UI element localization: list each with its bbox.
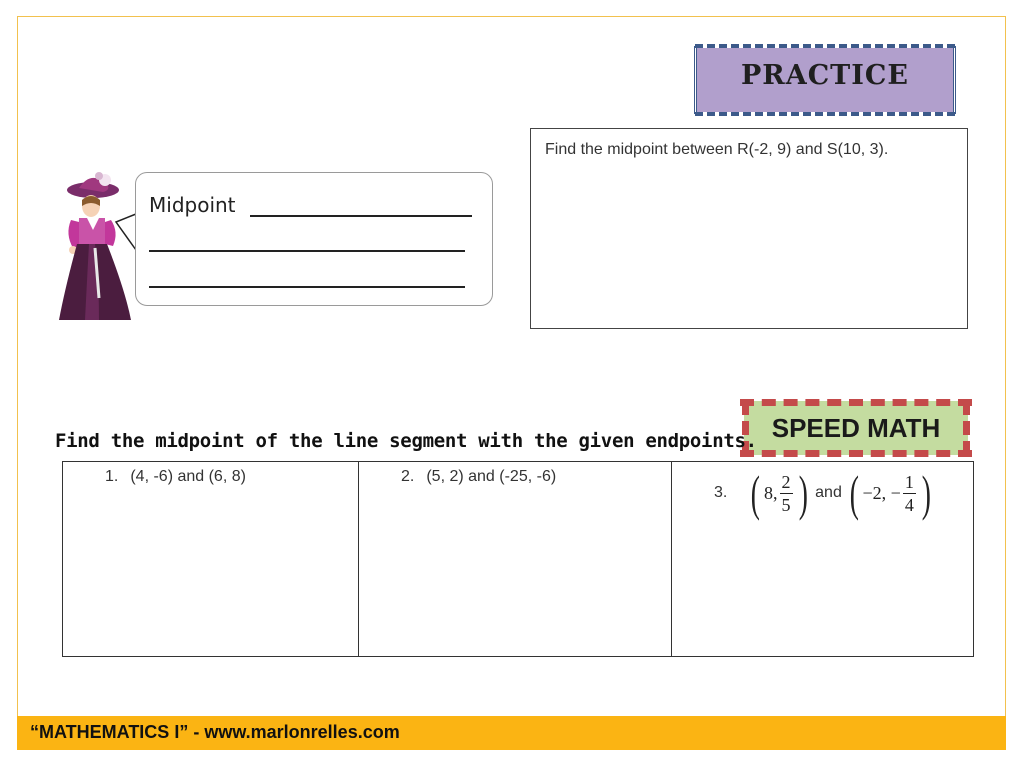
fraction-one-fourth <box>903 471 916 516</box>
practice-label: PRACTICE <box>741 60 909 91</box>
fraction-two-fifths <box>780 471 793 516</box>
denominator: 5 <box>781 494 791 515</box>
denominator: 4 <box>904 494 914 515</box>
problems-table <box>62 461 974 657</box>
blank-line-2 <box>149 250 465 252</box>
problem-number: 2. <box>401 468 415 485</box>
badge-border-right <box>953 46 956 114</box>
speech-bubble <box>135 172 493 306</box>
problem-cell-2 <box>358 462 671 656</box>
footer-text: “MATHEMATICS I” - www.marlonrelles.com <box>30 722 400 742</box>
instruction-text: Find the midpoint of the line segment with the given endpoints. <box>55 430 757 452</box>
footer-bar <box>17 716 1006 750</box>
problem-number: 1. <box>105 468 119 485</box>
problem-3 <box>714 465 934 521</box>
badge-border-bottom <box>695 112 955 116</box>
blank-line-3 <box>149 286 465 288</box>
problem-cell-3 <box>671 462 973 656</box>
close-paren: ) <box>798 465 808 521</box>
open-paren: ( <box>751 465 761 521</box>
practice-question: Find the midpoint between R(-2, 9) and S(10, 3). <box>545 141 889 158</box>
problem-2 <box>401 468 556 486</box>
problem-number: 3. <box>714 484 728 501</box>
speed-math-label: SPEED MATH <box>771 413 941 443</box>
close-paren: ) <box>921 465 931 521</box>
numerator: 1 <box>904 471 914 492</box>
speed-math-badge <box>744 401 968 455</box>
second-whole: −2, − <box>862 482 901 503</box>
first-whole: 8, <box>764 482 778 503</box>
blank-line-1 <box>250 215 472 217</box>
problem-expression: (5, 2) and (-25, -6) <box>426 468 557 485</box>
open-paren: ( <box>849 465 859 521</box>
problem-expression: (4, -6) and (6, 8) <box>130 468 246 485</box>
practice-problem-box <box>530 128 968 329</box>
problem-cell-1 <box>63 462 358 656</box>
badge-border-bottom <box>740 450 972 457</box>
badge-border-top <box>740 399 972 406</box>
badge-border-top <box>695 44 955 48</box>
numerator: 2 <box>781 471 791 492</box>
bubble-word: Midpoint <box>149 193 236 217</box>
problem-1 <box>105 468 246 486</box>
connector: and <box>815 484 842 501</box>
practice-badge <box>697 48 953 112</box>
